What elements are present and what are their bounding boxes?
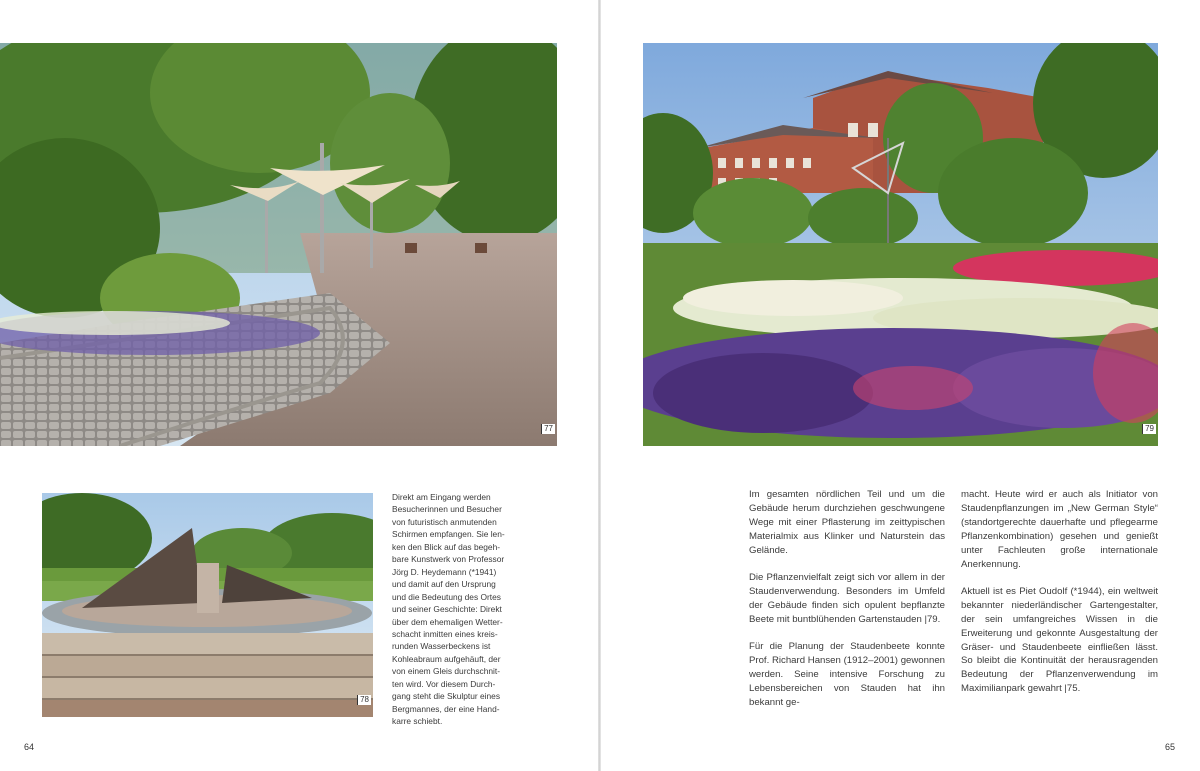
photo-coal-sculpture: [42, 493, 373, 717]
caption-line: Direkt am Eingang werden: [392, 492, 491, 502]
caption-line: Kohleabraum aufgehäuft, der: [392, 653, 501, 664]
caption-line: von einem Gleis durchschnit-: [392, 666, 500, 677]
figure-label: 79: [1142, 424, 1156, 434]
caption-line: über dem ehemaligen Wetter-: [392, 616, 503, 627]
caption-line: und seiner Geschichte: Direkt: [392, 604, 502, 615]
figure-label: 78: [357, 695, 371, 705]
photo-caption: [392, 491, 522, 728]
page-number: 64: [24, 742, 35, 752]
photo-entrance-canopies: [0, 43, 557, 446]
paragraph: Aktuell ist es Piet Oudolf (*1944), ein weltweit bekannter niederländischer Gartengestalter, der sein umfangreiches Wissen in die Erweiterung und gekonnte Ausgestaltung der Gräser- und Staudenbeete einfließen lässt. So bleibt die Kontinuität der herausragenden Bedeutung der Pflanzenverwendung im Maximilianpark gewahrt |75.: [961, 585, 1158, 695]
caption-line: Besucherinnen und Besucher: [392, 504, 502, 515]
paragraph: Für die Planung der Staudenbeete konnte Prof. Richard Hansen (1912–2001) gewonnen werden. Seine intensive Forschung zu Lebensbereichen von Stauden hat ihn bekannt ge-: [749, 641, 945, 708]
text-column-1: [749, 488, 945, 723]
paragraph: Im gesamten nördlichen Teil und um die Gebäude herum durchziehen geschwungene Wege mit einer Pflasterung im zeittypischen Materialmix aus Klinker und Naturstein das Gelände.: [749, 489, 945, 556]
caption-line: schacht inmitten eines kreis-: [392, 628, 498, 639]
photo-perennial-beds: [643, 43, 1158, 446]
caption-line: und die Bedeutung des Ortes: [392, 591, 501, 602]
paragraph: macht. Heute wird er auch als Initiator von Staudenpflanzungen im „New German Style“ (standortgerechte dauerhafte und pflegearme Pflanzenkombination) gesehen und genießt unter Fachleuten große internationale Anerkennung.: [961, 489, 1158, 570]
caption-line: und damit auf den Ursprung: [392, 579, 496, 590]
caption-line: ken den Blick auf das begeh-: [392, 541, 501, 552]
paragraph: Die Pflanzenvielfalt zeigt sich vor allem in der Staudenverwendung. Besonders im Umfeld der Gebäude finden sich opulent bepflanzte Beete mit buntblühenden Gartenstauden |79.: [749, 572, 945, 625]
right-page: [601, 0, 1200, 771]
caption-line: bare Kunstwerk von Professor: [392, 554, 505, 565]
page-number: 65: [1165, 742, 1176, 752]
caption-line: karre schiebt.: [392, 716, 443, 727]
caption-line: Schirmen empfangen. Sie len-: [392, 529, 505, 540]
caption-line: von futuristisch anmutenden: [392, 516, 497, 527]
caption-line: Bergmannes, der eine Hand-: [392, 703, 500, 714]
text-column-2: [961, 488, 1158, 710]
figure-label: 77: [541, 424, 555, 434]
caption-line: runden Wasserbeckens ist: [392, 641, 491, 652]
caption-line: gang steht die Skulptur eines: [392, 691, 501, 702]
caption-line: Jörg D. Heydemann (*1941): [392, 566, 497, 577]
caption-line: ten wird. Vor diesem Durch-: [392, 678, 496, 689]
